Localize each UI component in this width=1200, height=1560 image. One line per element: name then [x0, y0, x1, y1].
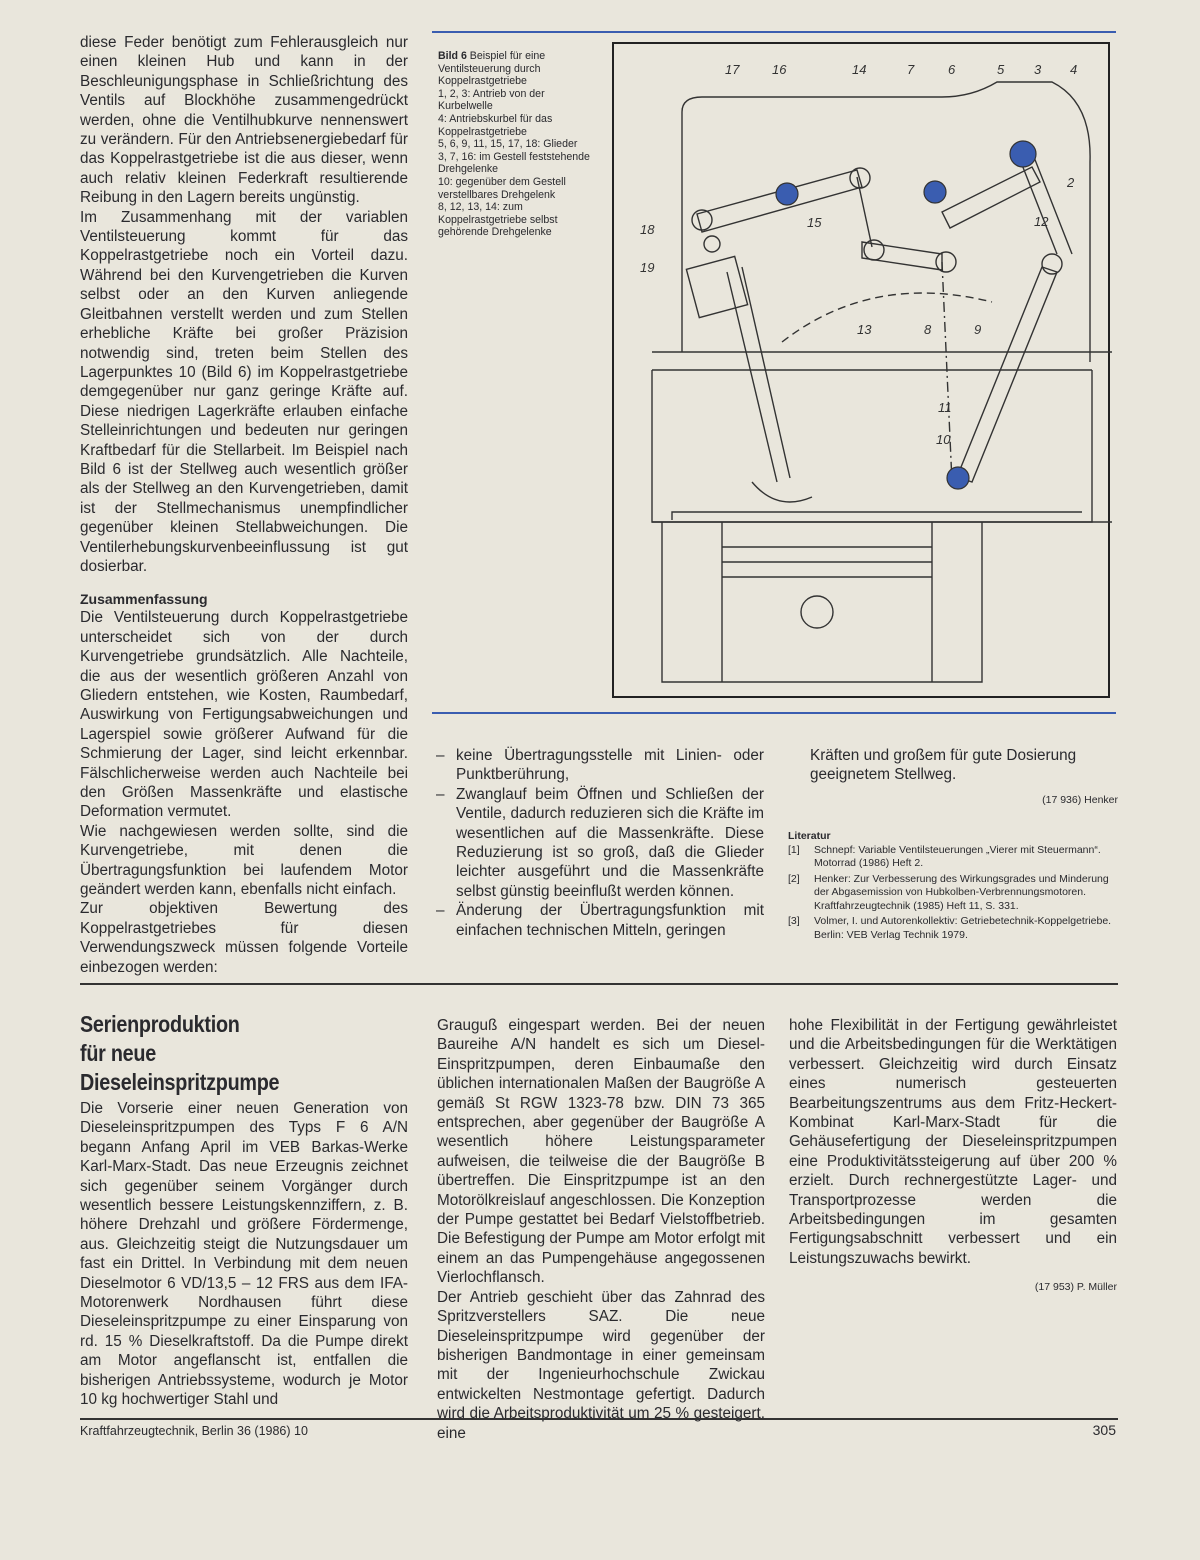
label-6: 6: [948, 62, 956, 77]
list-item: – Zwanglauf beim Öffnen und Schließen der Ventile, dadurch reduzieren sich die Kräfte im wesentlichen auf die Massenkräfte. Diese Reduzierung ist so groß, daß die Glieder leichter ausgeführt und die Massenkräfte selbst günstig beeinflußt werden können.: [432, 785, 764, 901]
label-4: 4: [1070, 62, 1078, 77]
figure-caption: [438, 50, 596, 239]
label-7: 7: [907, 62, 915, 77]
link-9: [862, 242, 942, 270]
literature-section: [788, 830, 1118, 942]
headline-line: Dieseleinspritzpumpe: [80, 1069, 280, 1095]
legend-item: 1, 2, 3: Antrieb von der Kurbelwelle: [438, 87, 545, 113]
label-10: 10: [936, 432, 951, 447]
link-5: [942, 167, 1040, 228]
label-17: 17: [725, 62, 740, 77]
joint-19: [704, 236, 720, 252]
label-16: 16: [772, 62, 787, 77]
piston-bore: [722, 522, 932, 682]
label-18: 18: [640, 222, 655, 237]
legend-item: 10: gegenüber dem Gestell verstellbares Drehgelenk: [438, 175, 566, 201]
legend-item: 3, 7, 16: im Gestell feststehende Drehgelenke: [438, 150, 590, 176]
article-headline: [80, 1010, 408, 1097]
link-11: [957, 267, 1057, 482]
legend-item: 4: Antriebskurbel für das Koppelrastgetriebe: [438, 112, 553, 138]
advantages-list: [432, 746, 764, 940]
valve-spring-cap: [686, 256, 747, 317]
joint-8: [936, 252, 956, 272]
fixed-joint-16: [776, 183, 798, 205]
crank-circle: [782, 293, 992, 342]
figure-bottom-rule: [432, 712, 1116, 714]
article2-column-3: [789, 1016, 1117, 1298]
figure-top-rule: [432, 31, 1116, 33]
reference-list: [788, 844, 1118, 943]
piston: [662, 522, 982, 682]
intro-column: [80, 33, 408, 977]
label-9: 9: [974, 322, 982, 337]
reference-item: [3] Volmer, I. und Autorenkollektiv: Getriebetechnik-Koppelgetriebe. Berlin: VEB Verlag Technik 1979.: [788, 915, 1112, 941]
article-separator: [80, 983, 1118, 985]
list-item: – Änderung der Übertragungsfunktion mit einfachen technischen Mitteln, geringen: [432, 901, 764, 940]
label-15: 15: [807, 215, 822, 230]
piston-pin: [801, 596, 833, 628]
article2-column-2: [437, 1016, 765, 1443]
paragraph: diese Feder benötigt zum Fehlerausgleich nur einen kleinen Hub und kann in der Beschleunigungsphase in Schließrichtung des Ventils auf Blockhöhe zusammengedrückt werden, ohne die Ventilhubkurve nennenswert zu verändern. Für den Antriebsenergiebedarf für das Koppelrastgetriebe ist die aus dieser, wenn auch relativ kleinen Federkraft resultierende Reibung in den Lagern bereits ungünstig.: [80, 34, 408, 207]
valve-head: [752, 482, 812, 502]
paragraph: Die Vorserie einer neuen Generation von Dieseleinspritzpumpen des Typs F 6 A/N begann Anfang April im VEB Barkas-Werke Karl-Marx-Stadt. Das neue Erzeugnis zeichnet sich gegenüber seinem Vorgänger durch wesentlich bessere Leistungskennziffern, z. B. höhere Drehzahl und größere Fördermenge, aus. Gleichzeitig steigt die Nutzungsdauer um fast ein Drittel. In Verbindung mit dem neuen Dieselmotor 6 VD/13,5 – 12 FRS aus dem IFA-Motorenwerk Nordhausen führt diese Dieseleinspritzpumpe zu einer Einsparung von rd. 15 % Dieselkraftstoff. Da die Pumpe direkt am Motor angeflanscht ist, entfallen die bisherigen Antriebssysteme, wodurch je Motor 10 kg hochwertiger Stahl und: [80, 1100, 408, 1409]
journal-citation: Kraftfahrzeugtechnik, Berlin 36 (1986) 10: [80, 1424, 308, 1438]
paragraph: Wie nachgewiesen werden sollte, sind die Kurvengetriebe, mit denen die Übertragungsfunktion bei laufendem Motor geändert werden kann, ebenfalls nicht einfach.: [80, 822, 408, 899]
piston-rings: [722, 547, 932, 577]
caption-title: Bild 6: [438, 50, 467, 62]
label-19: 19: [640, 260, 655, 275]
caption-text: Beispiel für eine Ventilsteuerung durch Koppelrastgetriebe: [438, 50, 546, 88]
joint-13: [864, 240, 884, 260]
label-11: 11: [938, 400, 952, 415]
reference-item: [2] Henker: Zur Verbesserung des Wirkungsgrades und Minderung der Abgasemission von Hubkolben-Verbrennungsmotoren. Kraftfahrzeugtechnik (1985) Heft 11, S. 331.: [788, 872, 1109, 912]
label-2: 2: [1067, 175, 1075, 190]
headline-line: für neue: [80, 1040, 156, 1066]
fixed-joint-3: [1010, 141, 1036, 167]
reference-item: [1] Schnepf: Variable Ventilsteuerungen „Vierer mit Steuermann“. Motorrad (1986) Heft 2.: [788, 843, 1101, 870]
advantages-column: [432, 746, 764, 940]
list-item: – keine Übertragungsstelle mit Linien- oder Punktberührung,: [432, 746, 764, 785]
fixed-joint-7: [924, 181, 946, 203]
cylinder-head: [652, 352, 1112, 522]
label-3: 3: [1034, 62, 1042, 77]
label-5: 5: [997, 62, 1005, 77]
paragraph: Kräften und großem für gute Dosierung geeignetem Stellweg.: [810, 747, 1077, 784]
page-number: 305: [1092, 1422, 1116, 1438]
valve-mechanism-drawing: [612, 42, 1112, 700]
housing-outline: [682, 82, 1090, 362]
label-8: 8: [924, 322, 932, 337]
conclusion-column: [788, 746, 1118, 944]
paragraph: Grauguß eingespart werden. Bei der neuen Baureihe A/N handelt es sich um Diesel-Einspritzpumpen, deren Einbaumaße den üblichen internationalen Maßen der Baugröße A gemäß St RGW 1323-78 bzw. DIN 73 365 entsprechen, aber gegenüber der Baugröße A wesentlich höhere Leistungsparameter aufweisen, die teilweise die der Baugröße B übertreffen. Die Einspritzpumpe ist an den Motorölkreislauf angeschlossen. Die Konzeption der Pumpe gestattet bei Bedarf Vielstoffbetrieb. Die Befestigung der Pumpe am Motor erfolgt mit einem an das Pumpengehäuse angegossenen Vierlochflansch.: [437, 1017, 765, 1287]
footer-rule: [80, 1418, 1118, 1420]
paragraph: hohe Flexibilität in der Fertigung gewährleistet und die Arbeitsbedingungen für die Werktätigen verbessert. Gleichzeitig wird durch Einsatz eines numerisch gesteuerten Bearbeitungszentrums aus dem Fritz-Heckert-Kombinat Karl-Marx-Stadt für die Gehäusefertigung der Dieseleinspritzpumpen eine Produktivitätssteigerung auf über 200 % erzielt. Durch rechnergestützte Lager- und Transportprozesse werden die Arbeitsbedingungen im gesamten Fertigungsabschnitt verbessert und ein Leistungszuwachs bewirkt.: [789, 1017, 1117, 1267]
head-gasket: [652, 512, 1112, 522]
adjustable-joint-10: [947, 467, 969, 489]
center-line: [942, 262, 952, 482]
section-heading: Zusammenfassung: [80, 591, 208, 608]
article-signature: (17 953) P. Müller: [1034, 1281, 1117, 1294]
label-14: 14: [852, 62, 867, 77]
valve-stem: [727, 267, 790, 482]
legend-item: 5, 6, 9, 11, 15, 17, 18: Glieder: [438, 138, 578, 151]
legend-item: 8, 12, 13, 14: zum Koppelrastgetriebe selbst gehörende Drehgelenke: [438, 201, 558, 239]
article2-column-1: [80, 1010, 408, 1410]
paragraph: Die Ventilsteuerung durch Koppelrastgetriebe unterscheidet sich von der durch Kurvengetriebe grundsätzlich. Alle Nachteile, die aus der wesentlich größeren Anzahl von Gliedern entstehen, wie Kosten, Raumbedarf, Auswirkung von Fertigungsabweichungen und Lagerspiel sowie größerer Aufwand für die Schmierung der Lager, sind leicht erkennbar. Fälschlicherweise werden auch Nachteile bei den Größen Massenkräfte und elastische Deformation vermutet.: [80, 609, 408, 821]
paragraph: Der Antrieb geschieht über das Zahnrad des Spritzverstellers SAZ. Die neue Dieseleinspritzpumpe wird gegenüber der bisherigen Bandmontage in einer gemeinsam mit der Ingenieurhochschule Zwickau entwickelten Nestmontage gefertigt. Dadurch wird die Arbeitsproduktivität um 25 % gesteigert, eine: [437, 1288, 765, 1442]
paragraph: Zur objektiven Bewertung des Koppelrastgetriebes für diesen Verwendungszweck müssen folgende Vorteile einbezogen werden:: [80, 900, 408, 976]
label-12: 12: [1034, 214, 1049, 229]
paragraph: Im Zusammenhang mit der variablen Ventilsteuerung kommt für das Koppelrastgetriebe noch ein Vorteil dazu. Während bei den Kurvengetrieben die Kurven selbst oder an den Kurven anliegende Gleitbahnen verstellt werden und zum Stellen erhebliche Kräfte bei großer Präzision notwendig sind, treten beim Stellen des Lagerpunktes 10 (Bild 6) im Koppelrastgetriebe demgegenüber nur ganz geringe Kräfte auf. Diese niedrigen Lagerkräfte erlauben einfache Stelleinrichtungen und bedeuten nur geringen Kraftbedarf für die Stellarbeit. Im Beispiel nach Bild 6 ist der Stellweg auch wesentlich größer als der Stellweg an den Kurvengetrieben, damit ist der Stellmechanismus unempfindlicher gegenüber kleinen Stellabweichungen. Die Ventilerhebungskurvenbeeinflussung ist gut dosierbar.: [80, 208, 408, 575]
article-signature: (17 936) Henker: [1042, 793, 1118, 806]
literature-heading: Literatur: [788, 830, 831, 843]
headline-line: Serienproduktion: [80, 1011, 240, 1037]
label-13: 13: [857, 322, 872, 337]
